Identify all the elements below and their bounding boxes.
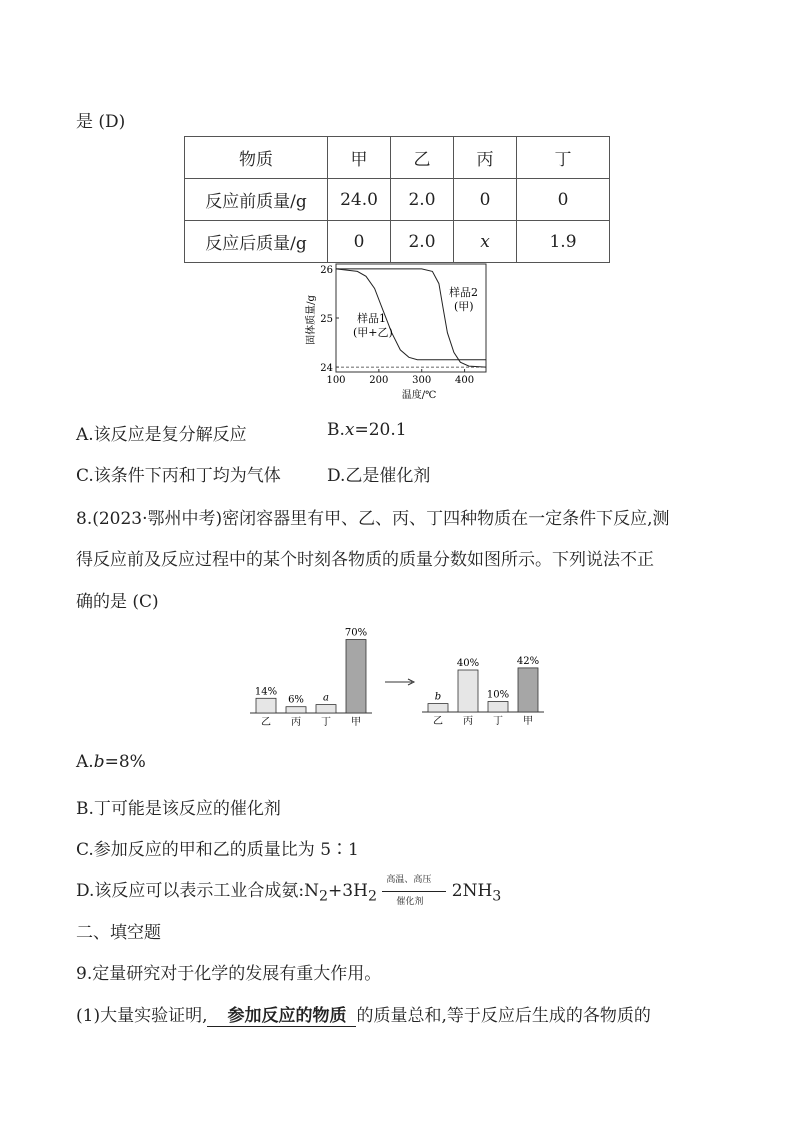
option-8d (76, 874, 502, 907)
bar (346, 640, 366, 714)
question-8-line1: 8.(2023·鄂州中考)密闭容器里有甲、乙、丙、丁四种物质在一定条件下反应,测 (76, 509, 670, 529)
option-7b-var: x (344, 420, 355, 440)
x-tick-label: 100 (326, 375, 346, 386)
section-title: 二、填空题 (76, 923, 161, 943)
table-cell: 2.0 (391, 221, 454, 263)
option-7b-rest: =20.1 (354, 420, 407, 440)
subscript: 3 (492, 888, 502, 905)
table-cell: 0 (328, 221, 391, 263)
equation-product: 2NH (451, 881, 493, 901)
option-7c: C.该条件下丙和丁均为气体 (76, 466, 281, 486)
table-cell: 2.0 (391, 179, 454, 221)
tick-group (320, 265, 474, 386)
bar-value-label: 42% (516, 655, 540, 667)
question-9-stem: 9.定量研究对于化学的发展有重大作用。 (76, 964, 382, 984)
option-8c: C.参加反应的甲和乙的质量比为 5∶1 (76, 840, 359, 860)
table-cell: 0 (517, 179, 610, 221)
y-tick-label: 26 (320, 264, 333, 276)
x-tick-label: 200 (369, 375, 389, 386)
bar-chart-after (420, 650, 550, 730)
series-label-sample1-line1: 样品1 (357, 312, 386, 325)
y-axis-label: 固体质量/g (306, 295, 317, 345)
bar (488, 702, 508, 713)
table-cell: 1.9 (517, 221, 610, 263)
answer-blank: 参加反应的物质 (207, 1001, 356, 1027)
table-cell: 反应前质量/g (185, 179, 328, 221)
mass-table (184, 136, 610, 263)
table-row (185, 221, 610, 263)
table-header-cell: 丙 (454, 137, 517, 179)
option-8a-rest: =8% (104, 752, 146, 772)
option-8a (76, 752, 146, 772)
table-header-cell: 丁 (517, 137, 610, 179)
table-header-row (185, 137, 610, 179)
option-8b: B.丁可能是该反应的催化剂 (76, 799, 281, 819)
option-8a-prefix: A. (76, 752, 94, 772)
question-8-line2: 得反应前及反应过程中的某个时刻各物质的质量分数如图所示。下列说法不正 (76, 550, 654, 570)
bar (286, 707, 306, 713)
bar-value-label: 6% (288, 694, 304, 706)
x-axis-label: 温度/℃ (401, 390, 437, 401)
category-label: 丙 (291, 717, 301, 728)
table-header-cell: 物质 (185, 137, 328, 179)
question-9-part1-rest: 的质量总和,等于反应后生成的各物质的 (356, 1006, 651, 1026)
category-label: 甲 (351, 717, 361, 728)
x-tick-label: 300 (412, 375, 432, 386)
category-label: 甲 (523, 716, 533, 727)
category-label: 乙 (261, 717, 271, 728)
table-cell: x (454, 221, 517, 263)
y-tick-label: 25 (320, 314, 333, 325)
question-9-part1 (76, 1001, 651, 1027)
question-8-line3: 确的是 (C) (76, 592, 159, 612)
option-7b-prefix: B. (327, 420, 345, 440)
equation-reactant-mid: +3H (328, 881, 368, 901)
option-8a-var: b (93, 752, 105, 772)
reaction-condition-top: 高温、高压 (386, 874, 432, 885)
reaction-condition-arrow (382, 874, 446, 907)
bar-chart-before (248, 622, 383, 730)
question-9-part1-prefix: (1)大量实验证明, (76, 1006, 208, 1026)
subscript: 2 (367, 888, 377, 905)
question-7-stem-tail: 是 (D) (76, 112, 126, 132)
series-label-sample2-line2: (甲) (454, 300, 474, 313)
table-cell: 0 (454, 179, 517, 221)
table-cell: 反应后质量/g (185, 221, 328, 263)
table-cell: 24.0 (328, 179, 391, 221)
category-label: 丁 (493, 716, 503, 727)
option-7d: D.乙是催化剂 (327, 466, 431, 486)
bar (256, 698, 276, 713)
equation-reactant-prefix: D.该反应可以表示工业合成氨:N (76, 881, 320, 901)
subscript: 2 (319, 888, 329, 905)
series-label-sample2-line1: 样品2 (449, 286, 478, 299)
y-tick-label: 24 (320, 363, 333, 375)
equation-equals-line (382, 891, 446, 892)
category-label: 乙 (433, 716, 443, 727)
option-7b (327, 420, 407, 440)
mass-temperature-chart (300, 258, 500, 406)
reaction-condition-bottom: 催化剂 (396, 896, 424, 907)
bar-value-label: 10% (486, 689, 510, 701)
table-header-cell: 甲 (328, 137, 391, 179)
table-header-cell: 乙 (391, 137, 454, 179)
table-row (185, 179, 610, 221)
bar-value-label: 40% (456, 658, 480, 669)
bar-value-label: b (434, 691, 442, 703)
bar (458, 670, 478, 712)
bar-value-label: a (323, 692, 329, 704)
series-label-sample1-line2: (甲+乙) (353, 326, 393, 339)
bar (428, 704, 448, 712)
category-label: 丁 (321, 717, 331, 728)
bar (518, 668, 538, 712)
category-label: 丙 (463, 716, 473, 727)
arrow-icon (384, 676, 418, 688)
option-7a: A.该反应是复分解反应 (76, 425, 247, 445)
x-tick-label: 400 (455, 375, 475, 386)
bar (316, 705, 336, 713)
bar-value-label: 14% (254, 686, 278, 698)
bar-value-label: 70% (344, 627, 368, 639)
